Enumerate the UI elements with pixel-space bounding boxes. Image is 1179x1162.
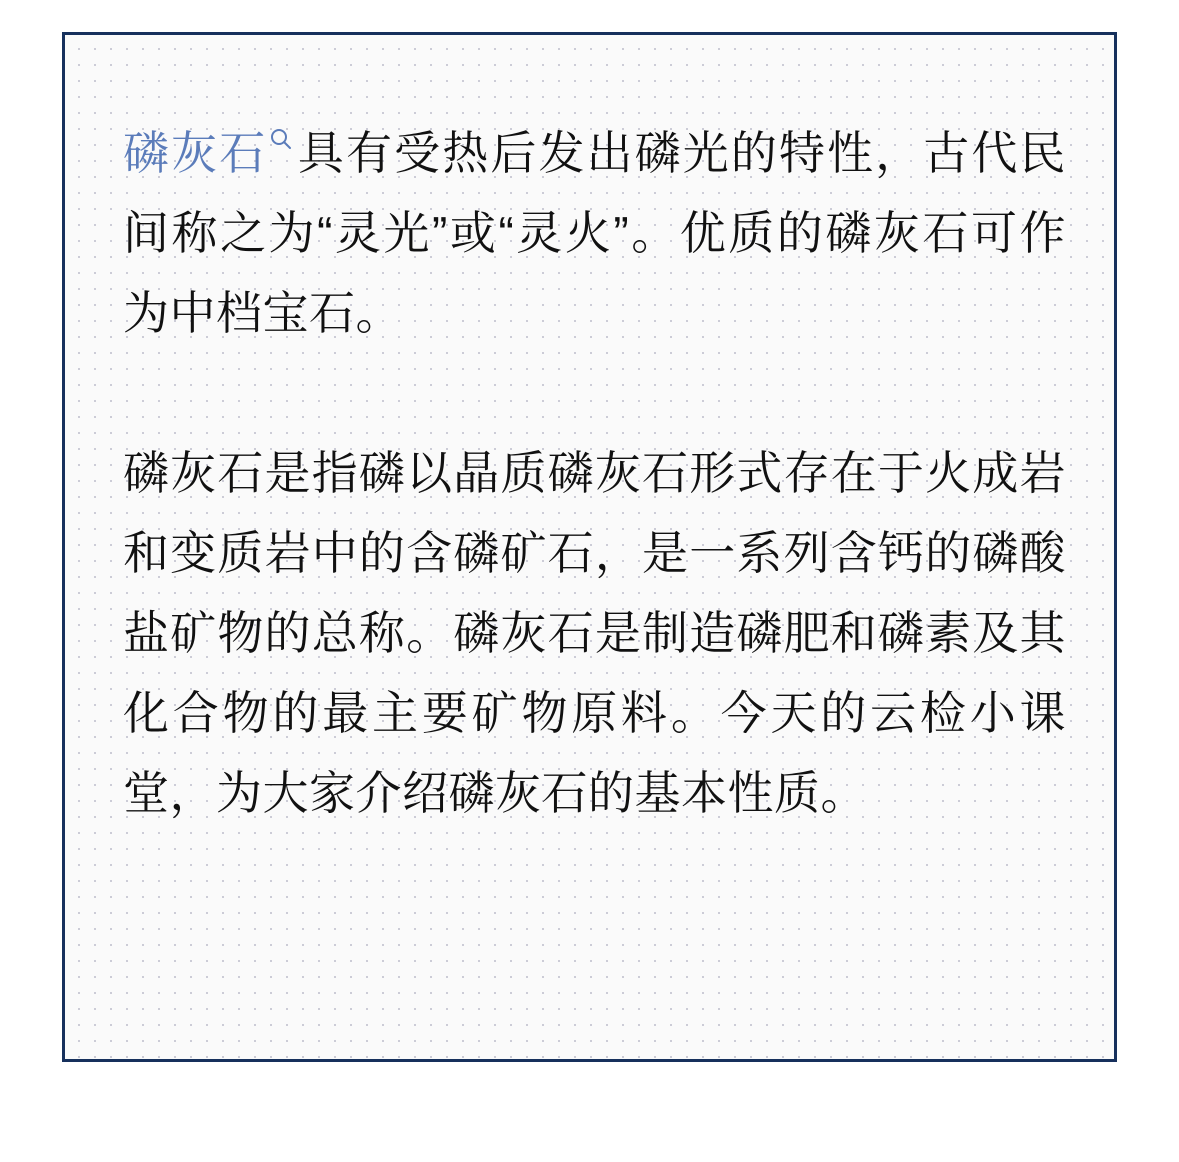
paragraph-2: 磷灰石是指磷以晶质磷灰石形式存在于火成岩和变质岩中的含磷矿石，是一系列含钙的磷酸盐矿物的总称。磷灰石是制造磷肥和磷素及其化合物的最主要矿物原料。今天的云检小课堂，为大家介绍磷灰石的基本性质。 — [123, 447, 1066, 819]
magnifier-icon[interactable] — [268, 127, 294, 153]
term-link-apatite[interactable]: 磷灰石 — [123, 127, 268, 179]
article-content — [123, 113, 1066, 833]
article-card — [62, 32, 1117, 1062]
paragraph-1-text: 具有受热后发出磷光的特性，古代民间称之为“灵光”或“灵火”。优质的磷灰石可作为中档宝石。 — [123, 127, 1067, 339]
paragraph-1 — [123, 113, 1066, 353]
